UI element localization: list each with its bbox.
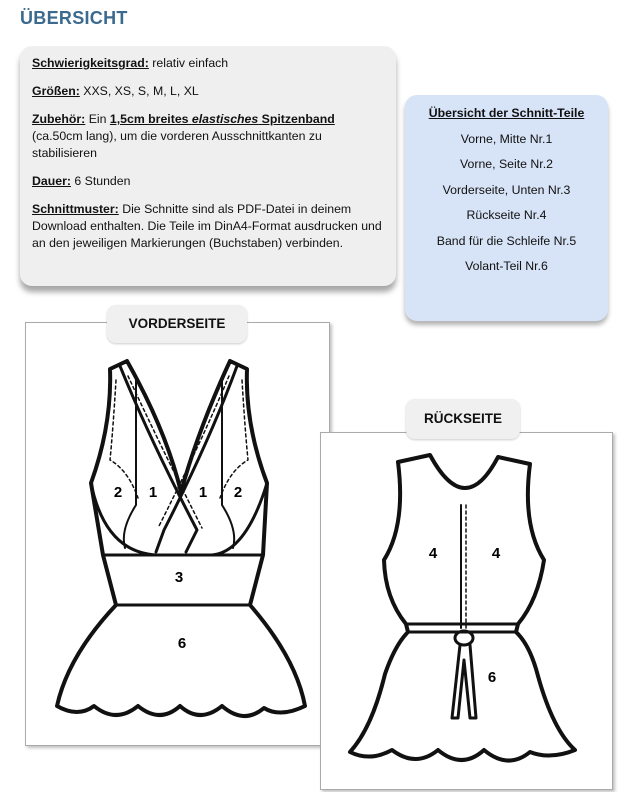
sizes-value: XXS, XS, S, M, L, XL — [79, 84, 199, 98]
difficulty-value: relativ einfach — [148, 56, 229, 70]
page-title: ÜBERSICHT — [20, 8, 128, 28]
front-piece-label: 2 — [233, 484, 243, 501]
duration-label: Dauer: — [32, 174, 71, 188]
part-item: Vorderseite, Unten Nr.3 — [442, 182, 571, 197]
parts-title: Übersicht der Schnitt-Teile — [428, 106, 585, 120]
front-piece-label: 6 — [177, 635, 187, 652]
sizes-label: Größen: — [32, 84, 80, 98]
back-piece-label: 6 — [487, 669, 497, 686]
back-view-label: RÜCKSEITE — [406, 399, 520, 439]
pattern-value: Die Schnitte sind als PDF-Datei in deinem Download enthalten. Die Teile im DinA4-Format ausdrucken und an den jeweiligen Markierungen (Buchstaben) verbinden. — [32, 202, 382, 250]
front-piece-label: 1 — [198, 484, 208, 501]
accessories-pre: Ein — [85, 112, 110, 126]
difficulty-label: Schwierigkeitsgrad: — [32, 56, 149, 70]
part-item: Volant-Teil Nr.6 — [465, 259, 548, 273]
pattern-label: Schnittmuster: — [32, 202, 119, 216]
part-item: Vorne, Seite Nr.2 — [460, 157, 553, 171]
duration-value: 6 Stunden — [70, 174, 131, 188]
front-piece-label: 1 — [148, 484, 158, 501]
part-item: Band für die Schleife Nr.5 — [436, 233, 577, 248]
accessories-bold2: Spitzenband — [258, 112, 335, 126]
part-item: Rückseite Nr.4 — [466, 208, 547, 222]
back-piece-label: 4 — [428, 545, 438, 562]
accessories-bold-italic: elastisches — [191, 112, 259, 126]
front-garment-drawing — [57, 361, 305, 716]
accessories-label: Zubehör: — [32, 112, 86, 126]
back-garment-drawing — [350, 455, 575, 761]
front-view-label: VORDERSEITE — [107, 305, 247, 343]
accessories-post: (ca.50cm lang), um die vorderen Ausschnittkanten zu stabilisieren — [32, 129, 322, 160]
accessories-bold: 1,5cm breites — [109, 112, 192, 126]
front-piece-label: 3 — [174, 569, 184, 586]
back-piece-label: 4 — [491, 545, 501, 562]
part-item: Vorne, Mitte Nr.1 — [460, 131, 553, 146]
front-piece-label: 2 — [113, 484, 123, 501]
